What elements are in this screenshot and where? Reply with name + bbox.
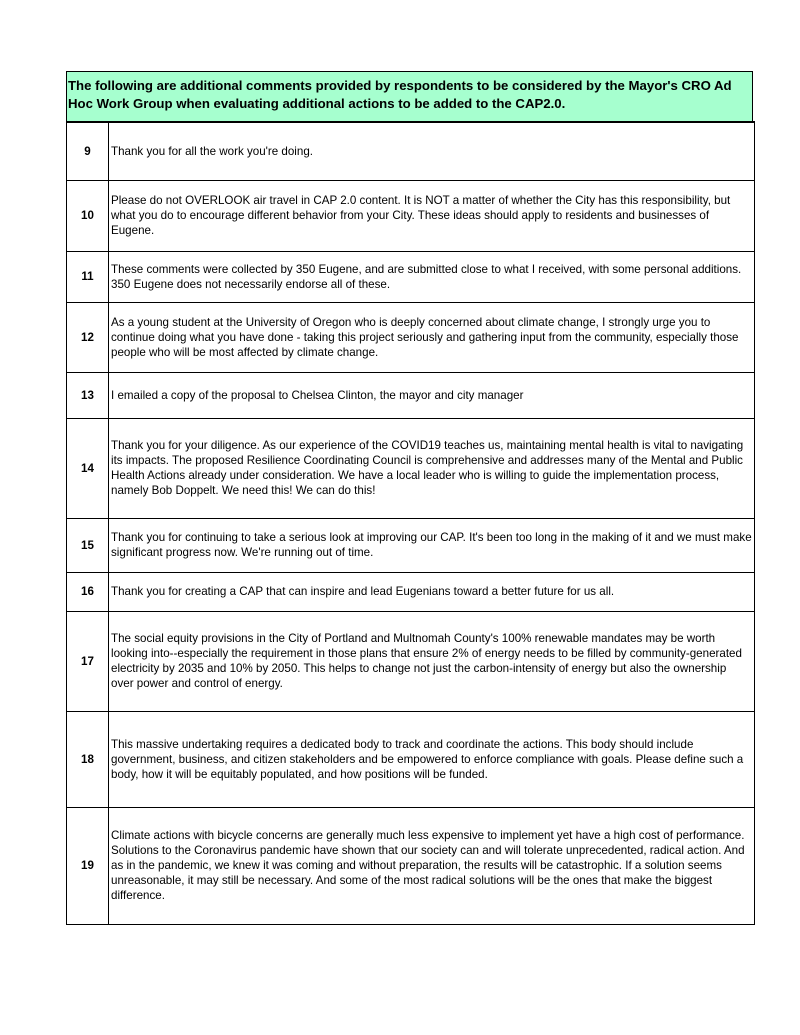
comment-text: Thank you for all the work you're doing.: [109, 122, 755, 180]
table-row: [67, 711, 755, 807]
row-number: 12: [67, 302, 109, 372]
comment-text: As a young student at the University of Oregon who is deeply concerned about climate change, I strongly urge you to continue doing what you have done - taking this project seriously and gathering input from the community, especially those people who will be most affected by climate change.: [109, 302, 755, 372]
comment-text: Thank you for your diligence. As our experience of the COVID19 teaches us, maintaining mental health is vital to navigating its impacts. The proposed Resilience Coordinating Council is comprehensive and addresses many of the Mental and Public Health Actions already under consideration. We have a local leader who is willing to guide the implementation process, namely Bob Doppelt. We need this! We can do this!: [109, 418, 755, 518]
table-row: [67, 372, 755, 418]
comment-text: The social equity provisions in the City of Portland and Multnomah County's 100% renewable mandates may be worth looking into--especially the requirement in those plans that ensure 2% of energy needs to be filled by community-generated electricity by 2035 and 10% by 2050. This helps to change not just the carbon-intensity of energy but also the ownership over power and control of energy.: [109, 611, 755, 711]
row-number: 11: [67, 251, 109, 302]
row-number: 17: [67, 611, 109, 711]
table-row: [67, 807, 755, 924]
comment-text: I emailed a copy of the proposal to Chelsea Clinton, the mayor and city manager: [109, 372, 755, 418]
row-number: 13: [67, 372, 109, 418]
row-number: 10: [67, 180, 109, 251]
row-number: 15: [67, 518, 109, 572]
table-row: [67, 302, 755, 372]
table-row: [67, 611, 755, 711]
table-row: [67, 251, 755, 302]
table-header: The following are additional comments provided by respondents to be considered by the Mayor's CRO Ad Hoc Work Group when evaluating additional actions to be added to the CAP2.0.: [66, 71, 753, 121]
comment-text: This massive undertaking requires a dedicated body to track and coordinate the actions. This body should include government, business, and citizen stakeholders and be empowered to enforce compliance with goals. Please define such a body, how it will be equitably populated, and how positions will be funded.: [109, 711, 755, 807]
row-number: 18: [67, 711, 109, 807]
comments-table: [66, 121, 755, 925]
comment-text: Thank you for creating a CAP that can inspire and lead Eugenians toward a better future for us all.: [109, 572, 755, 611]
row-number: 14: [67, 418, 109, 518]
table-row: [67, 122, 755, 180]
row-number: 9: [67, 122, 109, 180]
table-row: [67, 572, 755, 611]
comment-text: Please do not OVERLOOK air travel in CAP 2.0 content. It is NOT a matter of whether the City has this responsibility, but what you do to encourage different behavior from your City. These ideas should apply to residents and businesses of Eugene.: [109, 180, 755, 251]
comment-text: These comments were collected by 350 Eugene, and are submitted close to what I received, with some personal additions. 350 Eugene does not necessarily endorse all of these.: [109, 251, 755, 302]
row-number: 19: [67, 807, 109, 924]
table-row: [67, 418, 755, 518]
row-number: 16: [67, 572, 109, 611]
comment-text: Thank you for continuing to take a serious look at improving our CAP. It's been too long in the making of it and we must make significant progress now. We're running out of time.: [109, 518, 755, 572]
comment-text: Climate actions with bicycle concerns are generally much less expensive to implement yet have a high cost of performance. Solutions to the Coronavirus pandemic have shown that our society can and will tolerate unprecedented, radical action. And as in the pandemic, we knew it was coming and without preparation, the results will be catastrophic. If a solution seems unreasonable, it may still be necessary. And some of the most radical solutions will be the ones that make the biggest difference.: [109, 807, 755, 924]
table-row: [67, 180, 755, 251]
table-row: [67, 518, 755, 572]
